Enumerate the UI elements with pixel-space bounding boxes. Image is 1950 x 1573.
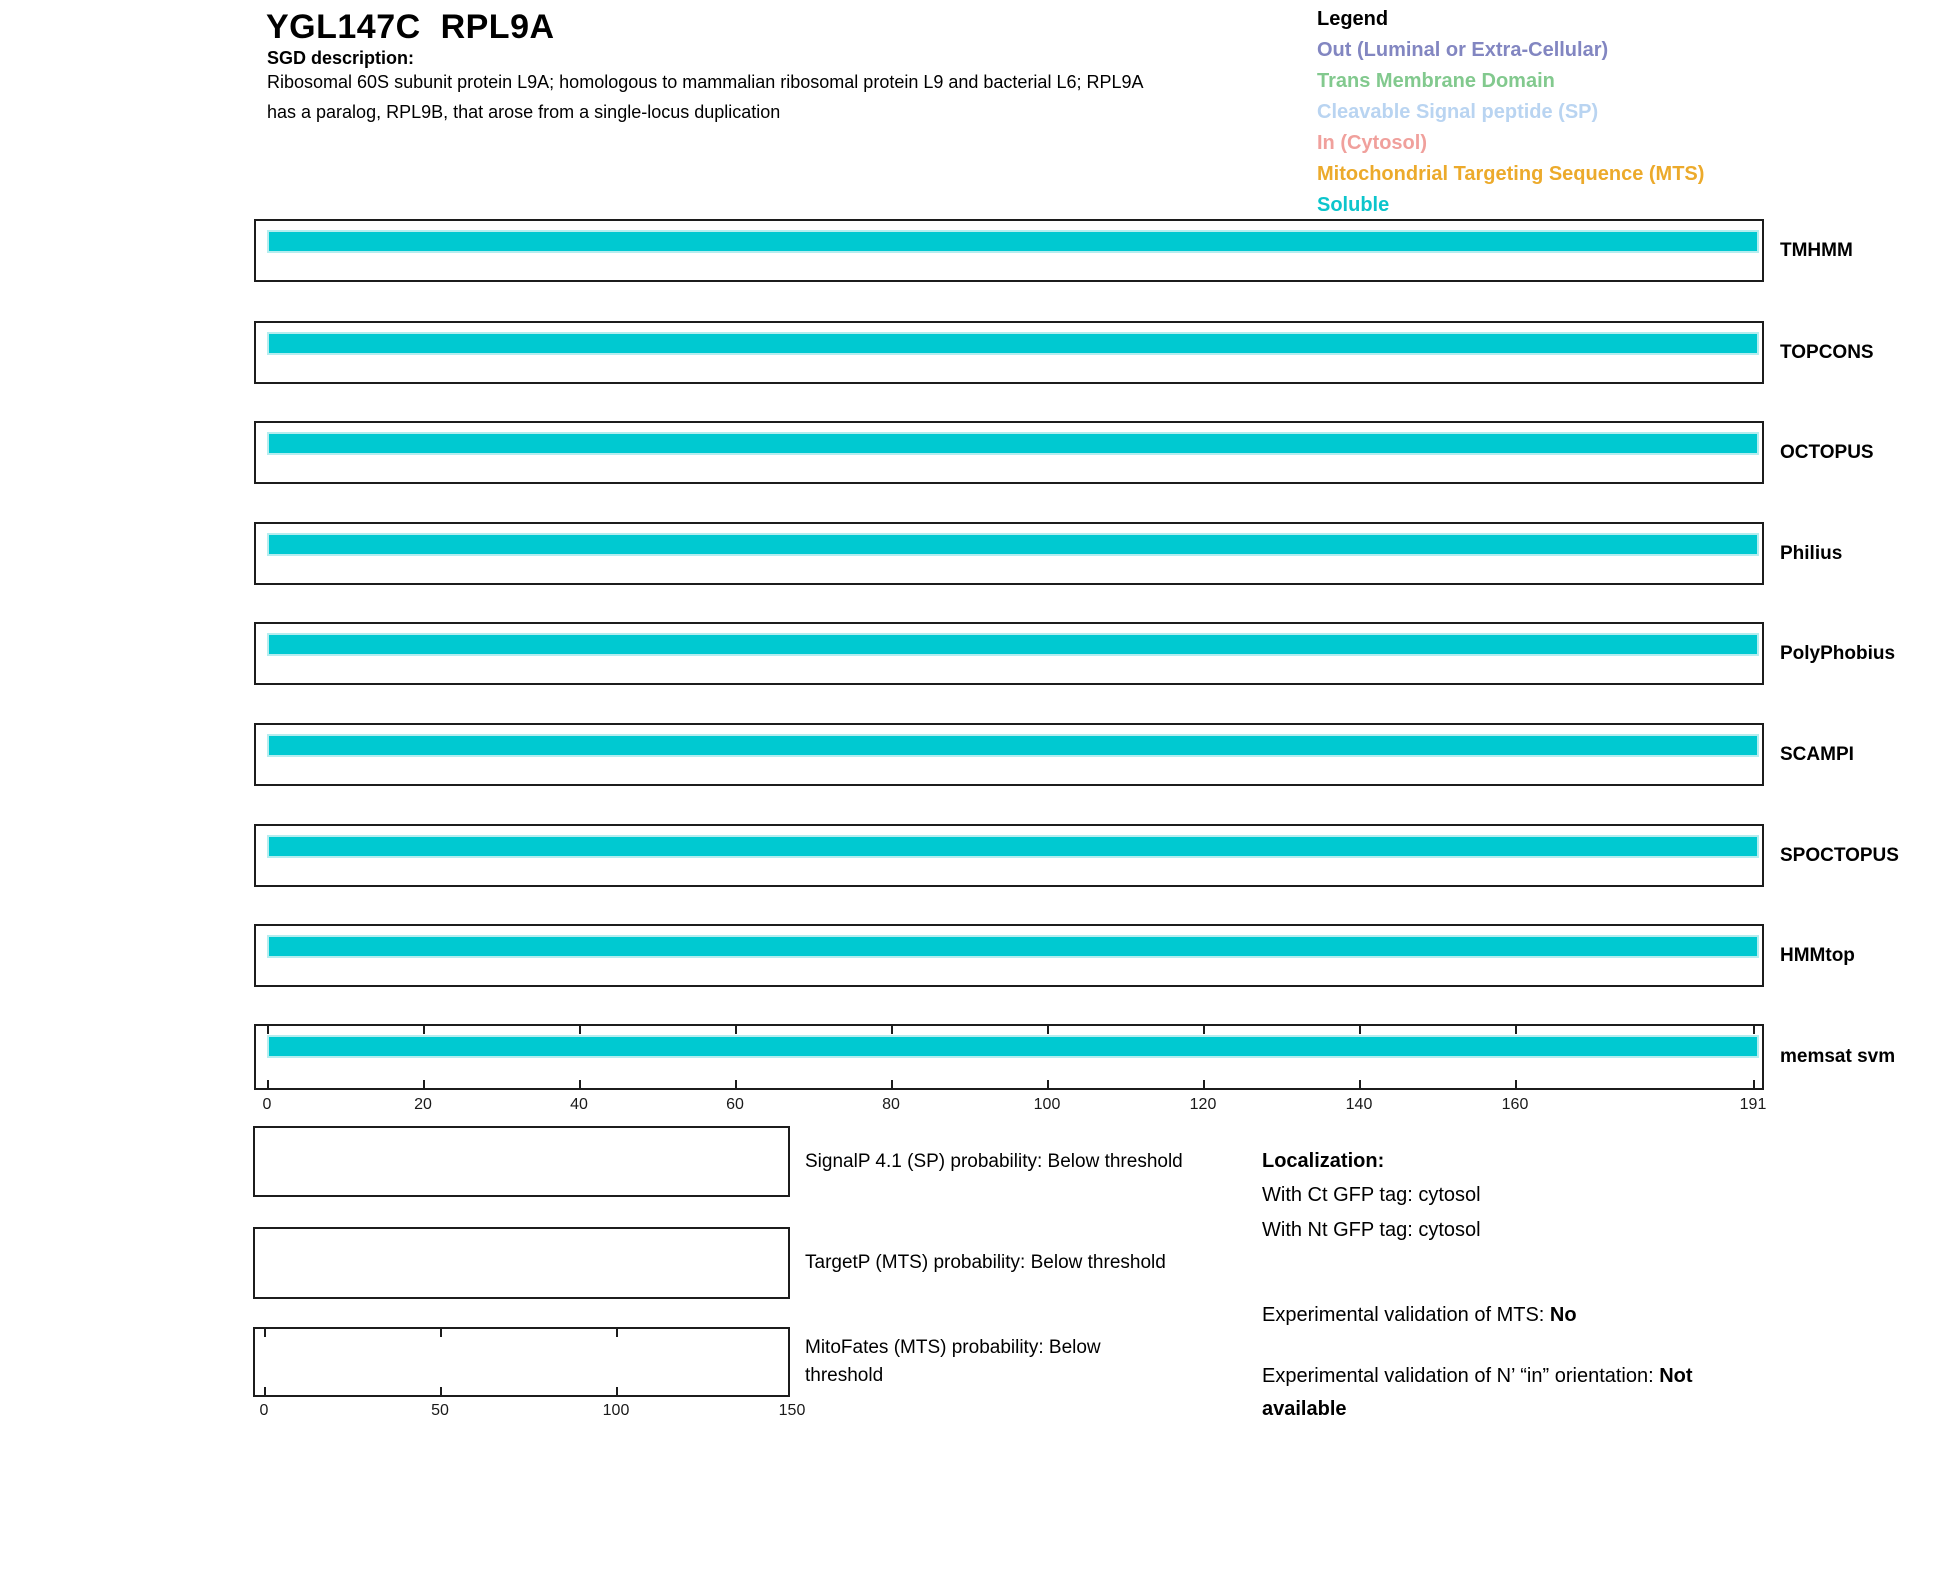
residue-axis: [0, 1096, 1950, 1118]
legend-item-mts: Mitochondrial Targeting Sequence (MTS): [1317, 163, 1705, 185]
axis-tick: [440, 1329, 442, 1337]
mitofates-axis: [0, 1402, 900, 1424]
prediction-bar-soluble: [267, 332, 1759, 355]
track-box-octopus: [254, 421, 1764, 484]
track-label-octopus: OCTOPUS: [1780, 441, 1874, 463]
legend-item-out: Out (Luminal or Extra-Cellular): [1317, 39, 1609, 61]
prediction-bar-soluble: [267, 230, 1759, 253]
track-label-tmhmm: TMHMM: [1780, 239, 1853, 261]
track-label-scampi: SCAMPI: [1780, 743, 1854, 765]
mitofates-plot-label: MitoFates (MTS) probability: Below threshold: [805, 1337, 1101, 1386]
sgd-description-line2: has a paralog, RPL9B, that arose from a single-locus duplication: [267, 102, 781, 122]
axis-tick: [1515, 1026, 1517, 1034]
axis-tick: [1359, 1026, 1361, 1034]
track-label-topcons: TOPCONS: [1780, 341, 1874, 363]
orientation-validation-line: [1262, 1360, 1732, 1426]
axis-tick-label: 0: [259, 1402, 269, 1419]
prediction-bar-soluble: [267, 533, 1759, 556]
mts-validation-value: No: [1549, 1304, 1577, 1326]
track-label-philius: Philius: [1780, 542, 1843, 564]
axis-tick: [616, 1329, 618, 1337]
track-box-topcons: [254, 321, 1764, 384]
axis-tick: [423, 1080, 425, 1088]
axis-tick: [1753, 1026, 1755, 1034]
axis-tick: [1753, 1080, 1755, 1088]
track-box-memsat-svm: [254, 1024, 1764, 1090]
prediction-bar-soluble: [267, 734, 1759, 757]
track-label-memsat-svm: memsat svm: [1780, 1046, 1896, 1067]
track-label-spoctopus: SPOCTOPUS: [1780, 844, 1899, 866]
track-box-polyphobius: [254, 622, 1764, 685]
mts-validation-line: [1262, 1304, 1577, 1327]
axis-tick: [1047, 1026, 1049, 1034]
prediction-bar-soluble: [267, 432, 1759, 455]
axis-tick: [735, 1026, 737, 1034]
axis-tick-label: 191: [1739, 1096, 1767, 1113]
page-title: YGL147C RPL9A: [266, 8, 555, 46]
sgd-description-label: SGD description:: [267, 48, 415, 68]
axis-tick-label: 20: [414, 1096, 432, 1113]
axis-tick: [891, 1080, 893, 1088]
axis-tick-label: 60: [726, 1096, 744, 1113]
axis-tick: [264, 1329, 266, 1337]
axis-tick: [735, 1080, 737, 1088]
targetp-plot-box: [253, 1227, 790, 1299]
axis-tick: [1203, 1080, 1205, 1088]
legend-item-soluble: Soluble: [1317, 194, 1390, 216]
axis-tick: [440, 1387, 442, 1395]
prediction-bar-soluble: [267, 1035, 1759, 1058]
orientation-validation-value: Not available: [1262, 1365, 1693, 1420]
axis-tick: [579, 1026, 581, 1034]
axis-tick: [616, 1387, 618, 1395]
targetp-plot-label: TargetP (MTS) probability: Below threshold: [805, 1252, 1166, 1273]
prediction-bar-soluble: [267, 835, 1759, 858]
legend-item-in-cytosol: In (Cytosol): [1317, 132, 1427, 154]
track-box-hmmtop: [254, 924, 1764, 987]
legend-item-transmembrane: Trans Membrane Domain: [1317, 70, 1555, 92]
axis-tick-label: 100: [1033, 1096, 1061, 1113]
axis-tick: [1359, 1080, 1361, 1088]
legend: [1317, 4, 1704, 221]
legend-item-signal-peptide: Cleavable Signal peptide (SP): [1317, 101, 1599, 123]
orientation-validation-text: Experimental validation of N’ “in” orientation:: [1262, 1365, 1660, 1387]
axis-tick-label: 150: [778, 1402, 806, 1419]
axis-tick: [267, 1080, 269, 1088]
mitofates-plot-box: [253, 1327, 790, 1397]
track-box-spoctopus: [254, 824, 1764, 887]
axis-tick: [423, 1026, 425, 1034]
signalp-plot-box: [253, 1126, 790, 1197]
signalp-plot-label: SignalP 4.1 (SP) probability: Below threshold: [805, 1150, 1183, 1172]
track-label-polyphobius: PolyPhobius: [1780, 642, 1896, 664]
track-box-philius: [254, 522, 1764, 585]
localization-nt-gfp: With Nt GFP tag: cytosol: [1262, 1219, 1481, 1241]
prediction-bar-soluble: [267, 935, 1759, 958]
track-box-tmhmm: [254, 219, 1764, 282]
axis-tick-label: 40: [570, 1096, 588, 1113]
axis-tick-label: 140: [1345, 1096, 1373, 1113]
axis-tick: [1203, 1026, 1205, 1034]
axis-tick: [267, 1026, 269, 1034]
axis-tick: [264, 1387, 266, 1395]
axis-tick-label: 160: [1501, 1096, 1529, 1113]
localization-ct-gfp: With Ct GFP tag: cytosol: [1262, 1184, 1481, 1206]
mts-validation-text: Experimental validation of MTS:: [1262, 1304, 1550, 1326]
axis-tick-label: 100: [602, 1402, 630, 1419]
localization-heading: Localization:: [1262, 1150, 1385, 1172]
track-box-scampi: [254, 723, 1764, 786]
axis-tick: [579, 1080, 581, 1088]
track-label-hmmtop: HMMtop: [1780, 944, 1855, 966]
axis-tick-label: 80: [882, 1096, 900, 1113]
axis-tick-label: 120: [1189, 1096, 1217, 1113]
axis-tick: [1515, 1080, 1517, 1088]
axis-tick: [891, 1026, 893, 1034]
axis-tick-label: 0: [262, 1096, 272, 1113]
axis-tick-label: 50: [431, 1402, 449, 1419]
legend-title: Legend: [1317, 8, 1389, 30]
prediction-bar-soluble: [267, 633, 1759, 656]
sgd-description-line1: Ribosomal 60S subunit protein L9A; homologous to mammalian ribosomal protein L9 and bacterial L6; RPL9A: [267, 72, 1144, 92]
axis-tick: [1047, 1080, 1049, 1088]
